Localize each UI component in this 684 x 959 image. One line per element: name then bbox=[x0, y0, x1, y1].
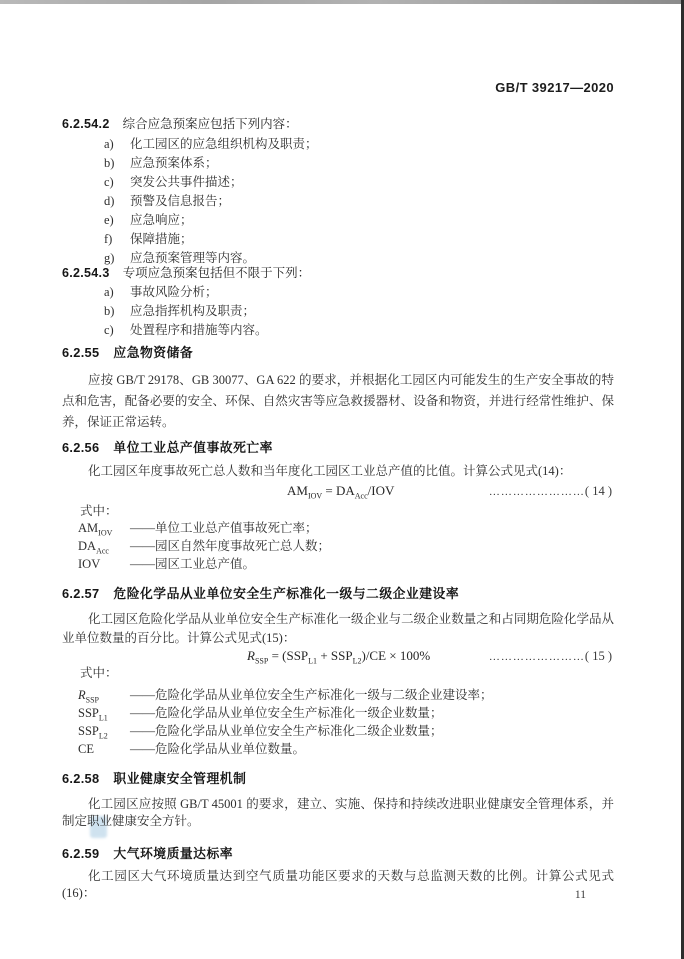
clause-title: 职业健康安全管理机制 bbox=[113, 771, 247, 786]
clause-6-2-56-intro: 化工园区年度事故死亡总人数和当年度化工园区工业总产值的比值。计算公式见式(14)： bbox=[88, 464, 572, 478]
page-number: 11 bbox=[574, 889, 586, 901]
list-item bbox=[104, 173, 656, 192]
definition-row bbox=[62, 555, 614, 573]
definition-desc: 危险化学品从业单位数量。 bbox=[155, 742, 306, 756]
definition-term: IOV bbox=[78, 557, 101, 571]
clause-number: 6.2.54.2 bbox=[62, 117, 110, 131]
list-item-marker: a) bbox=[104, 285, 114, 299]
list-item-marker: f) bbox=[104, 232, 113, 246]
clause-title: 单位工业总产值事故死亡率 bbox=[113, 440, 273, 455]
definition-term: $SSP_{L1}$ bbox=[78, 706, 108, 723]
clause-number: 6.2.58 bbox=[62, 771, 100, 786]
list-item-marker: a) bbox=[104, 137, 114, 151]
formula-14: $AM_{IOV} = DA_{Acc}/IOV$ bbox=[287, 483, 395, 501]
list-item-marker: g) bbox=[104, 251, 115, 265]
clause-number: 6.2.57 bbox=[62, 586, 100, 601]
clause-6-2-59-heading bbox=[62, 843, 614, 862]
list-item-marker: b) bbox=[104, 156, 115, 170]
definition-term: $R_{SSP}$ bbox=[78, 688, 99, 705]
definition-row bbox=[62, 704, 614, 722]
clause-number: 6.2.59 bbox=[62, 846, 100, 861]
list-item-text: 保障措施； bbox=[130, 232, 193, 246]
list-item-marker: c) bbox=[104, 175, 114, 189]
clause-6-2-54-3-list bbox=[62, 283, 656, 340]
list-item-text: 突发公共事件描述； bbox=[130, 175, 243, 189]
definition-row bbox=[62, 519, 614, 537]
clause-6-2-54-2-list bbox=[62, 135, 656, 268]
definition-desc: 危险化学品从业单位安全生产标准化二级企业数量； bbox=[155, 724, 443, 738]
formula-14-row bbox=[62, 483, 614, 499]
list-item-text: 化工园区的应急组织机构及职责； bbox=[130, 137, 318, 151]
list-item-text: 应急响应； bbox=[130, 213, 193, 227]
clause-6-2-58-body: 化工园区应按照 GB/T 45001 的要求，建立、实施、保持和持续改进职业健康安全管理体系，并制定职业健康安全方针。 bbox=[62, 797, 614, 828]
definition-desc: 园区自然年度事故死亡总人数； bbox=[155, 539, 331, 553]
list-item bbox=[104, 211, 656, 230]
clause-title: 应急物资储备 bbox=[113, 345, 194, 360]
scan-top-edge bbox=[0, 0, 684, 4]
list-item-marker: c) bbox=[104, 323, 114, 337]
definition-desc: 单位工业总产值事故死亡率； bbox=[155, 521, 318, 535]
definition-desc: 园区工业总产值。 bbox=[155, 557, 256, 571]
formula-15-row bbox=[62, 648, 614, 664]
definition-dash: —— bbox=[130, 521, 155, 535]
definition-dash: —— bbox=[130, 742, 155, 756]
definition-row bbox=[62, 537, 614, 555]
list-item bbox=[104, 230, 656, 249]
where-label: 式中： bbox=[80, 504, 118, 518]
formula-14-tag: ( 14 ) bbox=[584, 484, 612, 498]
clause-title: 大气环境质量达标率 bbox=[113, 846, 234, 861]
clause-6-2-55-heading bbox=[62, 342, 614, 361]
clause-6-2-57-intro: 化工园区危险化学品从业单位安全生产标准化一级企业与二级企业数量之和占同期危险化学品从业单位数量的百分比。计算公式见式(15)： bbox=[62, 612, 614, 645]
definition-dash: —— bbox=[130, 557, 155, 571]
list-item-text: 应急指挥机构及职责； bbox=[130, 304, 256, 318]
definition-term: CE bbox=[78, 742, 94, 756]
list-item-marker: d) bbox=[104, 194, 115, 208]
list-item bbox=[104, 154, 656, 173]
list-item-marker: b) bbox=[104, 304, 115, 318]
list-item bbox=[104, 302, 656, 321]
list-item-text: 预警及信息报告； bbox=[130, 194, 231, 208]
clause-6-2-56-definitions bbox=[62, 519, 614, 573]
clause-6-2-54-3-heading bbox=[62, 263, 614, 281]
list-item-text: 事故风险分析； bbox=[130, 285, 218, 299]
clause-number: 6.2.56 bbox=[62, 440, 100, 455]
definition-term: $SSP_{L2}$ bbox=[78, 724, 108, 741]
clause-6-2-59-body: 化工园区大气环境质量达到空气质量功能区要求的天数与总监测天数的比例。计算公式见式(16)： bbox=[62, 869, 614, 900]
formula-14-leader: ……………………( 14 ) bbox=[488, 484, 612, 498]
formula-15: $R_{SSP} = (SSP_{L1} + SSP_{L2})/CE \times 100\%$ bbox=[247, 648, 431, 666]
definition-desc: 危险化学品从业单位安全生产标准化一级企业数量； bbox=[155, 706, 443, 720]
clause-6-2-57-heading bbox=[62, 583, 614, 602]
definition-desc: 危险化学品从业单位安全生产标准化一级与二级企业建设率； bbox=[155, 688, 493, 702]
definition-dash: —— bbox=[130, 688, 155, 702]
list-item bbox=[104, 321, 656, 340]
clause-6-2-57-definitions bbox=[62, 686, 614, 758]
definition-row bbox=[62, 686, 614, 704]
list-item-marker: e) bbox=[104, 213, 114, 227]
definition-dash: —— bbox=[130, 539, 155, 553]
list-item bbox=[104, 283, 656, 302]
clause-text: 综合应急预案应包括下列内容： bbox=[122, 117, 298, 131]
list-item bbox=[104, 135, 656, 154]
clause-6-2-56-heading bbox=[62, 437, 614, 456]
list-item-text: 应急预案管理等内容。 bbox=[130, 251, 256, 265]
standard-number-header: GB/T 39217—2020 bbox=[495, 80, 614, 95]
clause-number: 6.2.55 bbox=[62, 345, 100, 360]
definition-dash: —— bbox=[130, 724, 155, 738]
formula-15-tag: ( 15 ) bbox=[584, 649, 612, 663]
list-item-text: 处置程序和措施等内容。 bbox=[130, 323, 268, 337]
clause-6-2-54-2-heading bbox=[62, 114, 614, 132]
formula-15-leader: ……………………( 15 ) bbox=[488, 649, 612, 663]
clause-text: 专项应急预案包括但不限于下列： bbox=[122, 266, 311, 280]
definition-row bbox=[62, 722, 614, 740]
clause-title: 危险化学品从业单位安全生产标准化一级与二级企业建设率 bbox=[113, 586, 460, 601]
clause-6-2-58-heading bbox=[62, 768, 614, 787]
list-item bbox=[104, 192, 656, 211]
definition-dash: —— bbox=[130, 706, 155, 720]
definition-row bbox=[62, 740, 614, 758]
clause-number: 6.2.54.3 bbox=[62, 266, 110, 280]
clause-6-2-55-body: 应按 GB/T 29178、GB 30077、GA 622 的要求，并根据化工园区内可能发生的生产安全事故的特点和危害，配备必要的安全、环保、自然灾害等应急救援器材、设备和物资，并进行经常性维护、保养，保证正常运转。 bbox=[62, 373, 614, 429]
where-label: 式中： bbox=[80, 666, 118, 680]
definition-term: $AM_{IOV}$ bbox=[78, 521, 113, 538]
definition-term: $DA_{Acc}$ bbox=[78, 539, 109, 556]
list-item-text: 应急预案体系； bbox=[130, 156, 218, 170]
